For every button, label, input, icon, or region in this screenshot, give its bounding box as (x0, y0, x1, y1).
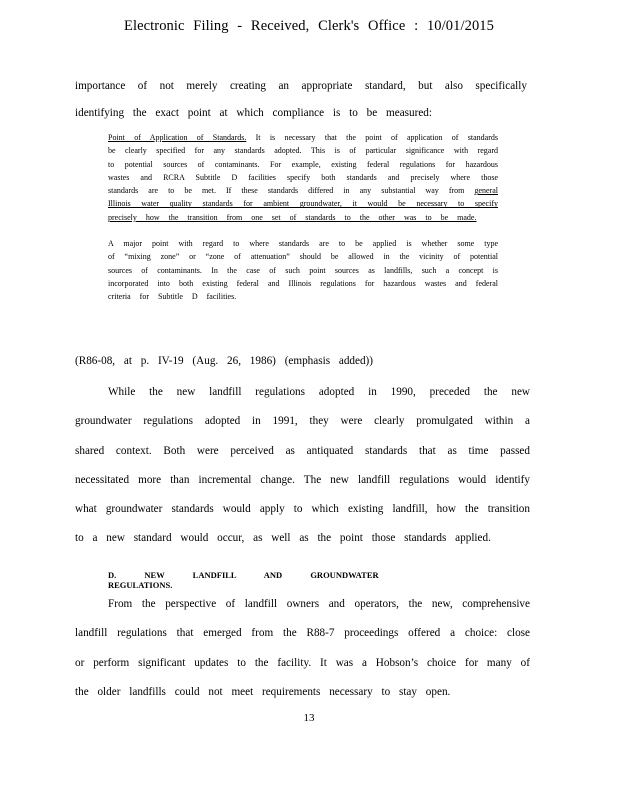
intro-paragraph: importance of not merely creating an appropriate standard, but also specifically identifying the exact point at which compliance is to be measured: (75, 80, 527, 119)
quote-underlined-lead: Point of Application of Standards. (108, 133, 247, 142)
page-number: 13 (303, 712, 315, 724)
quote-underlined-tail: general Illinois water quality standards for ambient groundwater, it would be necessary to specify precisely how the transition from one set of standards to the other was to be made. (108, 186, 498, 222)
citation: (R86-08, at p. IV-19 (Aug. 26, 1986) (emphasis added)) (75, 355, 374, 367)
block-quote (108, 131, 498, 304)
quote-body-text: It is necessary that the point of application of standards be clearly specified for any standards adopted. This is of particular significance with regard to potential sources of contaminants. For example, existing federal regulations for hazardous wastes and RCRA Subtitle D facilities specify both standards and precisely where those standards are to be met. If these standards differed in any substantial way from (108, 133, 498, 196)
body-paragraph-1: While the new landfill regulations adopted in 1990, preceded the new groundwater regulations adopted in 1991, they were clearly promulgated within a shared context. Both were perceived as antiquated standards that as time passed necessitated more than incremental change. The new landfill regulations would identify what groundwater standards would apply to which existing landfill, how the transition to a new standard would occur, as well as the point those standards applied. (75, 386, 530, 545)
quote-paragraph-2: A major point with regard to where standards are to be applied is whether some type of “mixing zone” or “zone of attenuation” should be allowed in the vicinity of potential sources of contaminants. In the case of such point sources as landfills, such a concept is incorporated into both existing federal and Illinois regulations for hazardous wastes and federal criteria for Subtitle D facilities. (108, 239, 498, 302)
body-paragraph-2: From the perspective of landfill owners and operators, the new, comprehensive landfill regulations that emerged from the R88-7 proceedings offered a choice: close or perform significant updates to the facility. It was a Hobson’s choice for many of the older landfills could not meet requirements necessary to stay open. (75, 598, 530, 698)
section-heading: D. NEW LANDFILL AND GROUNDWATER REGULATIONS. (108, 570, 379, 590)
quote-paragraph-1 (108, 131, 498, 224)
filing-header: Electronic Filing - Received, Clerk's Office : 10/01/2015 (123, 18, 495, 34)
